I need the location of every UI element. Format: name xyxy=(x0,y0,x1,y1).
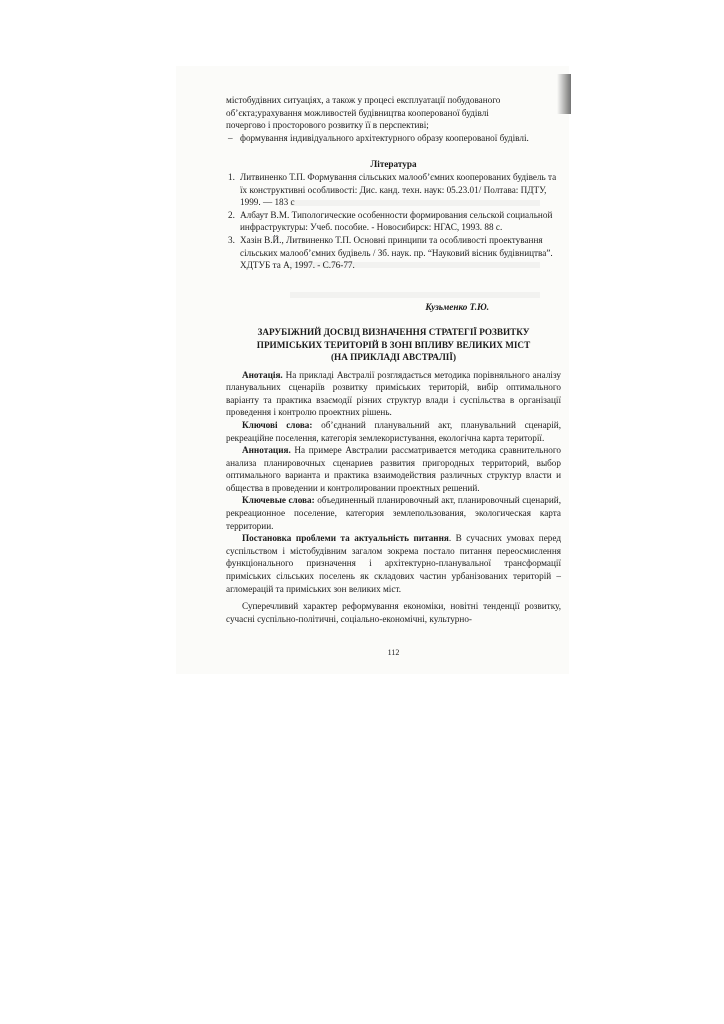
text-line: почергово і просторового розвитку її в перспективі; xyxy=(226,120,429,131)
reference-text: Литвиненко Т.П. Формування сільських малооб’ємних кооперованих будівель та їх конструктивні особливості: Дис. канд. техн. наук: 05.23.01/ Полтава: ПДТУ, 1999. — 183 с xyxy=(240,171,557,208)
reference-text: Албаут В.М. Типологические особенности формирования сельской социальной инфраструктуры: Учеб. пособие. - Новосибирск: НГАС, 1993. 88 с. xyxy=(240,209,553,233)
text-line: містобудівних ситуаціях, а також у процесі експлуатації побудованого xyxy=(226,95,501,105)
reference-number: 3. xyxy=(228,234,235,245)
article-author: Кузьменко Т.Ю. xyxy=(425,301,489,312)
keywords-ua-label: Ключові слова: xyxy=(242,419,313,430)
dash-list-item xyxy=(226,132,561,145)
problem-text: . В сучасних умовах перед суспільством і містобудівним загалом зокрема постало питання переосмислення функціонального призначення і архітектурно-планувальної трансформації приміських сільських поселень як складових частин урбанізованих територій – агломерацій та приміських зон великих міст. xyxy=(226,533,562,594)
dash-mark: – xyxy=(228,132,233,143)
abstract-ua-text: На прикладі Австралії розглядається методика порівняльного аналізу планувальних сценаріїв розвитку приміських територій, вибір оптимального варіанту та практика взаємодії різних структур влади і суспільства в організації проведення і контролю проектних рішень. xyxy=(226,369,561,418)
body-paragraph: Суперечливий характер реформування економіки, новітні тенденції розвитку, сучасні суспільно-політичні, соціально-економічні, культурно- xyxy=(226,601,561,624)
page-text xyxy=(226,94,561,625)
keywords-ru-label: Ключевые слова: xyxy=(242,495,315,506)
title-line: ЗАРУБІЖНИЙ ДОСВІД ВИЗНАЧЕННЯ СТРАТЕГІЇ РОЗВИТКУ xyxy=(257,327,530,338)
abstract-ua-label: Анотація. xyxy=(242,369,283,380)
article-title xyxy=(226,326,561,363)
dash-item-text: формування індивідуального архітектурного образу кооперованої будівлі. xyxy=(240,132,529,143)
page-number: 112 xyxy=(387,648,400,657)
reference-item xyxy=(226,209,561,234)
references-heading: Література xyxy=(370,159,417,170)
reference-number: 1. xyxy=(228,171,235,182)
keywords-ru-text: объединенный планировочный акт, планировочный сценарий, рекреационное поселение, категория землепользования, экологическая карта территории. xyxy=(226,495,562,531)
references-list xyxy=(226,171,561,272)
continued-paragraph xyxy=(226,94,561,132)
abstract-ru-label: Аннотация. xyxy=(242,445,291,456)
title-line: (НА ПРИКЛАДІ АВСТРАЛІЇ) xyxy=(330,352,457,363)
keywords-ru xyxy=(226,494,561,532)
text-line: об’єкта;урахування можливостей будівництва кооперованої будівлі xyxy=(226,107,489,118)
reference-text: Хазін В.Й., Литвиненко Т.П. Основні принципи та особливості проектування сільських малооб’ємних будівель / Зб. наук. пр. “Науковий вісник будівництва”. ХДТУБ та А, 1997. - С.76-77. xyxy=(240,234,553,271)
reference-item xyxy=(226,234,561,272)
problem-label: Постановка проблеми та актуальність питання xyxy=(242,533,449,544)
abstract-ru xyxy=(226,444,561,494)
reference-item xyxy=(226,171,561,209)
problem-statement xyxy=(226,532,561,595)
reference-number: 2. xyxy=(228,209,235,220)
abstract-ru-text: На примере Австралии рассматривается методика сравнительного анализа планировочных сценариев развития пригородных территорий, выбор оптимального варианта и практика взаимодействия различных структур власти и общества в проведении и контролировании проектных решений. xyxy=(226,445,561,493)
keywords-ua xyxy=(226,419,561,444)
title-line: ПРИМІСЬКИХ ТЕРИТОРІЙ В ЗОНІ ВПЛИВУ ВЕЛИКИХ МІСТ xyxy=(256,339,531,350)
keywords-ua-text: об’єднаний планувальний акт, планувальний сценарій, рекреаційне поселення, категорія землекористування, екологічна карта території. xyxy=(226,419,562,443)
abstract-ua xyxy=(226,369,561,419)
